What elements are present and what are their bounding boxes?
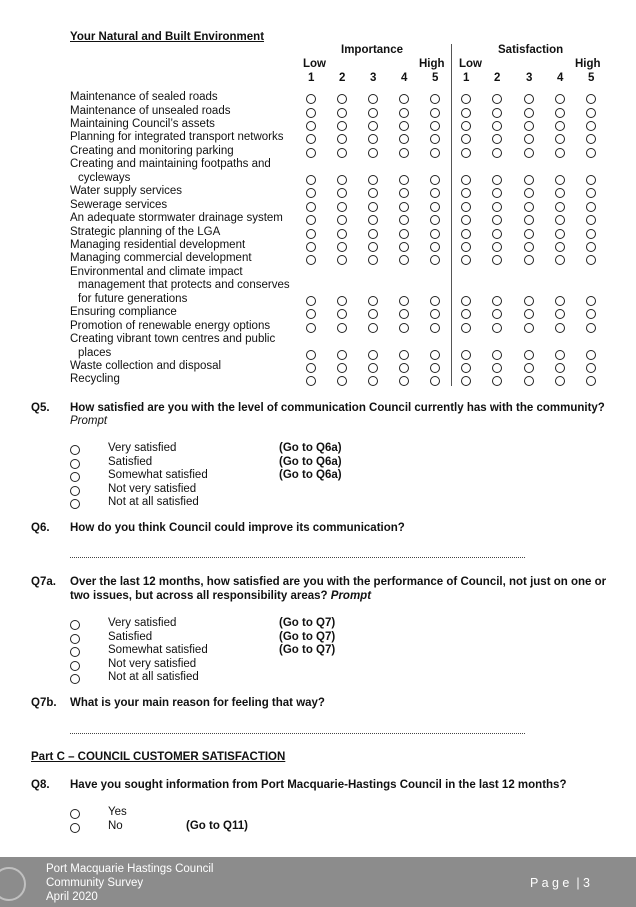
footer-survey-name: Community Survey	[46, 877, 144, 889]
satisfaction-radio-2[interactable]	[492, 255, 502, 265]
satisfaction-scale-1: 1	[463, 72, 470, 84]
satisfaction-radio-4[interactable]	[555, 202, 565, 212]
importance-radio-3[interactable]	[368, 94, 378, 104]
rating-row-label: cycleways	[78, 171, 131, 184]
q8-option-label: No	[108, 819, 123, 832]
importance-radio-5[interactable]	[430, 121, 440, 131]
rating-row-label: Creating and monitoring parking	[70, 144, 234, 157]
q7a-option-label: Very satisfied	[108, 617, 177, 629]
importance-low-label: Low	[303, 58, 326, 70]
q7a-option-label: Not very satisfied	[108, 657, 197, 670]
satisfaction-radio-4[interactable]	[555, 215, 565, 225]
q5-option-label: Not at all satisfied	[108, 496, 199, 508]
importance-radio-4[interactable]	[399, 296, 409, 306]
q7b-answer-line[interactable]	[70, 733, 525, 734]
importance-radio-2[interactable]	[337, 376, 347, 386]
importance-radio-4[interactable]	[399, 242, 409, 252]
satisfaction-radio-5[interactable]	[586, 309, 596, 319]
radio-circle-icon[interactable]	[70, 634, 80, 644]
importance-radio-4[interactable]	[399, 175, 409, 185]
radio-circle-icon[interactable]	[70, 620, 80, 630]
rating-row-label: Waste collection and disposal	[70, 360, 222, 372]
satisfaction-radio-1[interactable]	[461, 309, 471, 319]
q5-option-label: Somewhat satisfied	[108, 469, 208, 481]
satisfaction-radio-4[interactable]	[555, 108, 565, 118]
radio-circle-icon[interactable]	[70, 472, 80, 482]
satisfaction-radio-4[interactable]	[555, 376, 565, 386]
rating-row-label: places	[78, 346, 112, 359]
radio-circle-icon[interactable]	[70, 661, 80, 671]
importance-scale-5: 5	[432, 72, 439, 84]
importance-radio-4[interactable]	[399, 121, 409, 131]
importance-radio-5[interactable]	[430, 242, 440, 252]
satisfaction-scale-2: 2	[494, 72, 501, 84]
satisfaction-radio-1[interactable]	[461, 108, 471, 118]
importance-radio-2[interactable]	[337, 148, 347, 158]
satisfaction-scale-4: 4	[557, 72, 564, 84]
importance-radio-5[interactable]	[430, 350, 440, 360]
importance-radio-5[interactable]	[430, 175, 440, 185]
importance-radio-2[interactable]	[337, 202, 347, 212]
importance-radio-5[interactable]	[430, 108, 440, 118]
satisfaction-radio-2[interactable]	[492, 134, 502, 144]
q7a-option-label: Not at all satisfied	[108, 671, 199, 683]
satisfaction-radio-1[interactable]	[461, 255, 471, 265]
q7a-question-line1: Over the last 12 months, how satisfied are you with the performance of Council, not just on one or	[70, 576, 607, 588]
importance-radio-1[interactable]	[306, 202, 316, 212]
satisfaction-radio-3[interactable]	[524, 296, 534, 306]
q5-question: How satisfied are you with the level of communication Council currently has with the community?	[70, 402, 605, 414]
satisfaction-radio-4[interactable]	[555, 148, 565, 158]
importance-radio-3[interactable]	[368, 215, 378, 225]
rating-row-label: Ensuring compliance	[70, 306, 177, 319]
importance-radio-5[interactable]	[430, 309, 440, 319]
satisfaction-radio-1[interactable]	[461, 134, 471, 144]
importance-radio-2[interactable]	[337, 175, 347, 185]
importance-radio-2[interactable]	[337, 134, 347, 144]
q7b-number: Q7b.	[31, 697, 57, 709]
satisfaction-radio-4[interactable]	[555, 175, 565, 185]
importance-radio-5[interactable]	[430, 255, 440, 265]
importance-high-label: High	[419, 58, 445, 70]
radio-circle-icon[interactable]	[70, 823, 80, 833]
satisfaction-radio-4[interactable]	[555, 323, 565, 333]
importance-radio-4[interactable]	[399, 188, 409, 198]
q5-option-label: Not very satisfied	[108, 482, 197, 495]
q7a-number: Q7a.	[31, 576, 56, 588]
q7a-option-label: Satisfied	[108, 630, 153, 643]
satisfaction-radio-2[interactable]	[492, 202, 502, 212]
satisfaction-radio-2[interactable]	[492, 376, 502, 386]
satisfaction-radio-1[interactable]	[461, 363, 471, 373]
satisfaction-radio-3[interactable]	[524, 215, 534, 225]
satisfaction-radio-2[interactable]	[492, 323, 502, 333]
satisfaction-radio-3[interactable]	[524, 134, 534, 144]
council-logo-icon	[0, 867, 26, 901]
importance-radio-1[interactable]	[306, 121, 316, 131]
satisfaction-radio-5[interactable]	[586, 188, 596, 198]
importance-radio-3[interactable]	[368, 350, 378, 360]
importance-radio-2[interactable]	[337, 188, 347, 198]
rating-row-label: Maintenance of unsealed roads	[70, 104, 231, 117]
satisfaction-radio-3[interactable]	[524, 229, 534, 239]
satisfaction-radio-5[interactable]	[586, 363, 596, 373]
importance-radio-2[interactable]	[337, 242, 347, 252]
importance-radio-5[interactable]	[430, 363, 440, 373]
importance-radio-1[interactable]	[306, 175, 316, 185]
satisfaction-radio-3[interactable]	[524, 121, 534, 131]
rating-row-label: management that protects and conserves	[78, 279, 290, 292]
satisfaction-radio-5[interactable]	[586, 215, 596, 225]
q5-prompt: Prompt	[70, 415, 108, 427]
q5-skip-instruction: (Go to Q6a)	[279, 455, 342, 468]
importance-scale-2: 2	[339, 72, 346, 84]
satisfaction-radio-5[interactable]	[586, 202, 596, 212]
importance-radio-2[interactable]	[337, 108, 347, 118]
importance-radio-1[interactable]	[306, 309, 316, 319]
radio-circle-icon[interactable]	[70, 459, 80, 469]
radio-circle-icon[interactable]	[70, 499, 80, 509]
q7a-skip-instruction: (Go to Q7)	[279, 630, 336, 643]
rating-row-label: Maintaining Council’s assets	[70, 117, 215, 130]
rating-row-label: Creating and maintaining footpaths and	[70, 158, 271, 171]
satisfaction-radio-1[interactable]	[461, 215, 471, 225]
rating-row-label: Water supply services	[70, 185, 183, 198]
satisfaction-radio-5[interactable]	[586, 148, 596, 158]
satisfaction-radio-3[interactable]	[524, 94, 534, 104]
importance-radio-3[interactable]	[368, 121, 378, 131]
q7a-question-line2-text: two issues, but across all responsibility areas?	[70, 590, 328, 602]
q6-question: How do you think Council could improve its communication?	[70, 522, 405, 534]
radio-circle-icon[interactable]	[70, 445, 80, 455]
importance-radio-5[interactable]	[430, 148, 440, 158]
importance-radio-4[interactable]	[399, 309, 409, 319]
radio-circle-icon[interactable]	[70, 486, 80, 496]
rating-row-label: Strategic planning of the LGA	[70, 225, 221, 238]
satisfaction-radio-2[interactable]	[492, 175, 502, 185]
q7a-skip-instruction: (Go to Q7)	[279, 644, 336, 656]
importance-radio-2[interactable]	[337, 215, 347, 225]
satisfaction-radio-4[interactable]	[555, 188, 565, 198]
rating-row-label: for future generations	[78, 292, 188, 305]
rating-row-label: Managing residential development	[70, 238, 246, 251]
rating-row-label: Recycling	[70, 373, 120, 386]
satisfaction-radio-1[interactable]	[461, 323, 471, 333]
importance-radio-5[interactable]	[430, 94, 440, 104]
satisfaction-radio-4[interactable]	[555, 229, 565, 239]
satisfaction-radio-3[interactable]	[524, 323, 534, 333]
importance-scale-1: 1	[308, 72, 315, 84]
satisfaction-radio-3[interactable]	[524, 242, 534, 252]
satisfaction-radio-2[interactable]	[492, 350, 502, 360]
satisfaction-radio-5[interactable]	[586, 121, 596, 131]
q5-option-label: Very satisfied	[108, 442, 177, 454]
importance-radio-1[interactable]	[306, 242, 316, 252]
rating-row-label: Planning for integrated transport networks	[70, 131, 284, 144]
importance-radio-1[interactable]	[306, 363, 316, 373]
importance-radio-1[interactable]	[306, 296, 316, 306]
satisfaction-radio-3[interactable]	[524, 148, 534, 158]
satisfaction-radio-4[interactable]	[555, 94, 565, 104]
satisfaction-radio-1[interactable]	[461, 376, 471, 386]
importance-radio-5[interactable]	[430, 323, 440, 333]
importance-scale-4: 4	[401, 72, 408, 84]
importance-radio-5[interactable]	[430, 202, 440, 212]
satisfaction-radio-2[interactable]	[492, 121, 502, 131]
satisfaction-radio-2[interactable]	[492, 148, 502, 158]
q8-skip-instruction: (Go to Q11)	[186, 819, 248, 832]
importance-radio-5[interactable]	[430, 296, 440, 306]
importance-radio-4[interactable]	[399, 94, 409, 104]
importance-radio-3[interactable]	[368, 188, 378, 198]
q8-option-label: Yes	[108, 806, 127, 818]
satisfaction-radio-1[interactable]	[461, 350, 471, 360]
importance-radio-4[interactable]	[399, 323, 409, 333]
radio-circle-icon[interactable]	[70, 809, 80, 819]
satisfaction-radio-2[interactable]	[492, 229, 502, 239]
footer-date: April 2020	[46, 891, 98, 903]
importance-radio-3[interactable]	[368, 148, 378, 158]
satisfaction-radio-5[interactable]	[586, 350, 596, 360]
importance-scale-3: 3	[370, 72, 377, 84]
satisfaction-radio-3[interactable]	[524, 255, 534, 265]
rating-row-label: Creating vibrant town centres and public	[70, 333, 276, 346]
importance-radio-4[interactable]	[399, 350, 409, 360]
satisfaction-high-label: High	[575, 58, 601, 70]
importance-radio-4[interactable]	[399, 376, 409, 386]
satisfaction-radio-5[interactable]	[586, 255, 596, 265]
satisfaction-radio-5[interactable]	[586, 134, 596, 144]
importance-radio-3[interactable]	[368, 229, 378, 239]
satisfaction-radio-2[interactable]	[492, 215, 502, 225]
satisfaction-radio-3[interactable]	[524, 108, 534, 118]
rating-row-label: Environmental and climate impact	[70, 265, 243, 278]
satisfaction-radio-1[interactable]	[461, 175, 471, 185]
satisfaction-radio-3[interactable]	[524, 309, 534, 319]
satisfaction-scale-5: 5	[588, 72, 595, 84]
importance-radio-5[interactable]	[430, 188, 440, 198]
q7a-prompt: Prompt	[330, 590, 372, 602]
importance-radio-4[interactable]	[399, 148, 409, 158]
satisfaction-radio-3[interactable]	[524, 175, 534, 185]
importance-radio-1[interactable]	[306, 229, 316, 239]
satisfaction-radio-3[interactable]	[524, 350, 534, 360]
satisfaction-radio-4[interactable]	[555, 350, 565, 360]
importance-radio-1[interactable]	[306, 255, 316, 265]
satisfaction-radio-1[interactable]	[461, 121, 471, 131]
rating-row-label: Sewerage services	[70, 198, 168, 211]
satisfaction-low-label: Low	[459, 58, 482, 70]
importance-radio-3[interactable]	[368, 309, 378, 319]
satisfaction-radio-1[interactable]	[461, 188, 471, 198]
importance-radio-3[interactable]	[368, 175, 378, 185]
grid-divider	[451, 44, 452, 386]
importance-radio-1[interactable]	[306, 134, 316, 144]
satisfaction-radio-1[interactable]	[461, 242, 471, 252]
satisfaction-radio-4[interactable]	[555, 363, 565, 373]
satisfaction-radio-2[interactable]	[492, 296, 502, 306]
satisfaction-radio-2[interactable]	[492, 309, 502, 319]
importance-radio-2[interactable]	[337, 229, 347, 239]
q5-option-label: Satisfied	[108, 455, 153, 468]
importance-radio-3[interactable]	[368, 363, 378, 373]
satisfaction-radio-3[interactable]	[524, 202, 534, 212]
q7a-option-label: Somewhat satisfied	[108, 644, 208, 656]
importance-radio-1[interactable]	[306, 350, 316, 360]
q6-number: Q6.	[31, 522, 50, 534]
importance-radio-2[interactable]	[337, 323, 347, 333]
importance-radio-3[interactable]	[368, 242, 378, 252]
q7b-question: What is your main reason for feeling that way?	[70, 697, 325, 709]
importance-radio-1[interactable]	[306, 188, 316, 198]
importance-radio-4[interactable]	[399, 108, 409, 118]
satisfaction-radio-5[interactable]	[586, 376, 596, 386]
importance-radio-2[interactable]	[337, 350, 347, 360]
radio-circle-icon[interactable]	[70, 674, 80, 684]
q5-skip-instruction: (Go to Q6a)	[279, 442, 342, 454]
satisfaction-radio-4[interactable]	[555, 121, 565, 131]
importance-radio-1[interactable]	[306, 94, 316, 104]
q7a-question-line2	[70, 590, 371, 602]
satisfaction-radio-4[interactable]	[555, 255, 565, 265]
importance-radio-5[interactable]	[430, 376, 440, 386]
satisfaction-radio-2[interactable]	[492, 108, 502, 118]
importance-radio-5[interactable]	[430, 215, 440, 225]
satisfaction-radio-4[interactable]	[555, 296, 565, 306]
satisfaction-radio-3[interactable]	[524, 188, 534, 198]
satisfaction-radio-5[interactable]	[586, 175, 596, 185]
satisfaction-radio-1[interactable]	[461, 94, 471, 104]
rating-row-label: Maintenance of sealed roads	[70, 91, 218, 103]
importance-radio-2[interactable]	[337, 255, 347, 265]
importance-radio-4[interactable]	[399, 229, 409, 239]
importance-radio-4[interactable]	[399, 202, 409, 212]
importance-radio-3[interactable]	[368, 296, 378, 306]
importance-radio-2[interactable]	[337, 363, 347, 373]
satisfaction-radio-4[interactable]	[555, 309, 565, 319]
q6-answer-line[interactable]	[70, 557, 525, 558]
satisfaction-radio-1[interactable]	[461, 229, 471, 239]
q8-number: Q8.	[31, 779, 50, 791]
importance-radio-4[interactable]	[399, 363, 409, 373]
satisfaction-radio-1[interactable]	[461, 296, 471, 306]
q5-skip-instruction: (Go to Q6a)	[279, 469, 342, 481]
importance-radio-2[interactable]	[337, 296, 347, 306]
importance-radio-1[interactable]	[306, 148, 316, 158]
satisfaction-radio-5[interactable]	[586, 229, 596, 239]
section-title: Your Natural and Built Environment	[70, 31, 265, 43]
satisfaction-radio-3[interactable]	[524, 376, 534, 386]
importance-radio-4[interactable]	[399, 134, 409, 144]
importance-radio-3[interactable]	[368, 108, 378, 118]
satisfaction-radio-1[interactable]	[461, 148, 471, 158]
part-c-title: Part C – COUNCIL CUSTOMER SATISFACTION	[31, 751, 286, 763]
importance-radio-2[interactable]	[337, 121, 347, 131]
satisfaction-radio-2[interactable]	[492, 242, 502, 252]
satisfaction-header: Satisfaction	[498, 44, 564, 56]
q5-number: Q5.	[31, 402, 50, 414]
importance-radio-4[interactable]	[399, 255, 409, 265]
footer-council-name: Port Macquarie Hastings Council	[46, 863, 214, 875]
importance-radio-1[interactable]	[306, 376, 316, 386]
importance-radio-3[interactable]	[368, 255, 378, 265]
satisfaction-radio-5[interactable]	[586, 296, 596, 306]
q7a-skip-instruction: (Go to Q7)	[279, 617, 336, 629]
satisfaction-radio-1[interactable]	[461, 202, 471, 212]
importance-radio-1[interactable]	[306, 215, 316, 225]
importance-radio-3[interactable]	[368, 323, 378, 333]
importance-radio-2[interactable]	[337, 94, 347, 104]
importance-header: Importance	[341, 44, 403, 56]
importance-radio-3[interactable]	[368, 376, 378, 386]
satisfaction-radio-3[interactable]	[524, 363, 534, 373]
satisfaction-radio-5[interactable]	[586, 323, 596, 333]
satisfaction-radio-2[interactable]	[492, 94, 502, 104]
satisfaction-radio-4[interactable]	[555, 134, 565, 144]
page-footer	[0, 857, 636, 907]
footer-page-number: P a g e | 3	[530, 876, 591, 890]
rating-row-label: Promotion of renewable energy options	[70, 319, 271, 332]
importance-radio-1[interactable]	[306, 108, 316, 118]
rating-row-label: An adequate stormwater drainage system	[70, 212, 283, 225]
satisfaction-radio-4[interactable]	[555, 242, 565, 252]
importance-radio-3[interactable]	[368, 202, 378, 212]
importance-radio-2[interactable]	[337, 309, 347, 319]
rating-row-label: Managing commercial development	[70, 252, 252, 265]
importance-radio-3[interactable]	[368, 134, 378, 144]
q8-question: Have you sought information from Port Macquarie-Hastings Council in the last 12 months?	[70, 779, 567, 791]
satisfaction-radio-5[interactable]	[586, 108, 596, 118]
satisfaction-radio-2[interactable]	[492, 363, 502, 373]
satisfaction-radio-5[interactable]	[586, 94, 596, 104]
satisfaction-scale-3: 3	[526, 72, 533, 84]
importance-radio-1[interactable]	[306, 323, 316, 333]
satisfaction-radio-2[interactable]	[492, 188, 502, 198]
satisfaction-radio-5[interactable]	[586, 242, 596, 252]
importance-radio-4[interactable]	[399, 215, 409, 225]
radio-circle-icon[interactable]	[70, 647, 80, 657]
importance-radio-5[interactable]	[430, 229, 440, 239]
importance-radio-5[interactable]	[430, 134, 440, 144]
